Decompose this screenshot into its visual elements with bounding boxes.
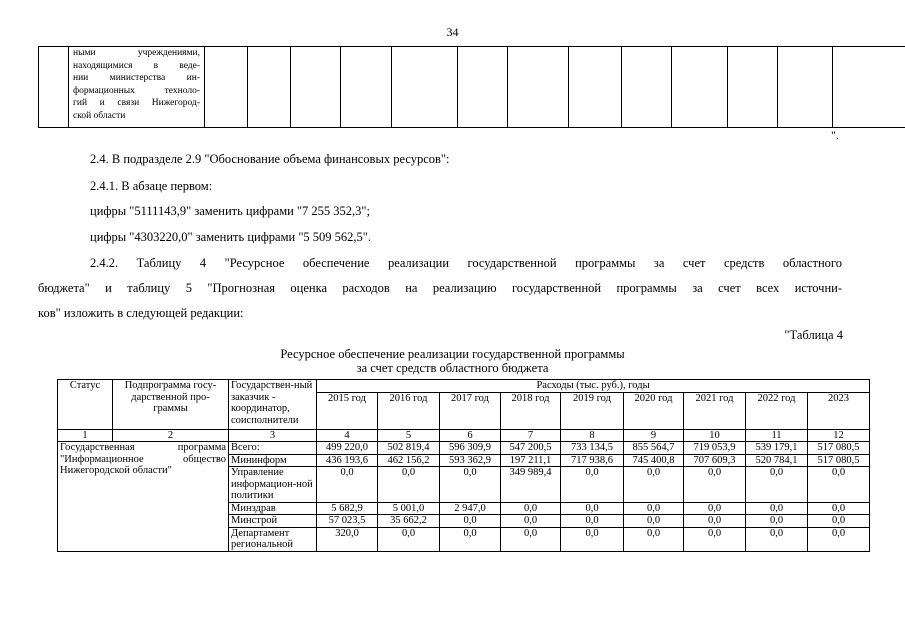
empty-cell <box>205 47 248 128</box>
paragraph: ков" изложить в следующей редакции: <box>38 306 244 320</box>
continuation-line: формационных техноло- <box>73 85 200 96</box>
closing-quote: ". <box>831 128 839 142</box>
program-name-line: Государственная программа <box>60 442 226 453</box>
year-header: 2015 год <box>317 392 378 429</box>
value-cell: 0,0 <box>317 467 378 503</box>
value-cell: 517 080,5 <box>808 442 870 455</box>
year-header: 2020 год <box>624 392 684 429</box>
value-cell: 0,0 <box>684 515 746 528</box>
year-header: 2016 год <box>378 392 440 429</box>
value-cell: 0,0 <box>746 467 808 503</box>
value-cell: 0,0 <box>378 467 440 503</box>
header-subprogram: Подпрограмма госу-дарственной про-граммы <box>113 380 229 430</box>
empty-cell <box>341 47 392 128</box>
value-cell: 0,0 <box>501 515 561 528</box>
year-header: 2017 год <box>440 392 501 429</box>
value-cell: 0,0 <box>624 467 684 503</box>
value-cell: 349 989,4 <box>501 467 561 503</box>
column-number: 4 <box>317 429 378 442</box>
column-number: 7 <box>501 429 561 442</box>
program-name-line: "Информационное общество <box>60 453 226 465</box>
year-header: 2021 год <box>684 392 746 429</box>
empty-cell <box>392 47 458 128</box>
empty-cell <box>778 47 833 128</box>
row-customer: Всего: <box>229 442 317 455</box>
value-cell: 0,0 <box>561 502 624 515</box>
value-cell: 0,0 <box>684 467 746 503</box>
empty-cell <box>248 47 291 128</box>
value-cell: 0,0 <box>378 527 440 551</box>
value-cell: 5 001,0 <box>378 502 440 515</box>
value-cell: 2 947,0 <box>440 502 501 515</box>
continuation-line: нии министерства ин- <box>73 73 200 84</box>
year-header: 2023 <box>808 392 870 429</box>
value-cell: 547 200,5 <box>501 442 561 455</box>
previous-table-fragment <box>38 46 905 128</box>
value-cell: 0,0 <box>561 515 624 528</box>
value-cell: 0,0 <box>624 502 684 515</box>
empty-cell <box>508 47 569 128</box>
paragraph: цифры "5111143,9" заменить цифрами "7 255 352,3"; <box>90 204 370 218</box>
column-number: 8 <box>561 429 624 442</box>
value-cell: 733 134,5 <box>561 442 624 455</box>
row-customer: Управление информацион-ной политики <box>229 467 317 503</box>
value-cell: 0,0 <box>561 467 624 503</box>
empty-cell <box>39 47 69 128</box>
value-cell: 0,0 <box>808 515 870 528</box>
value-cell: 499 220,0 <box>317 442 378 455</box>
empty-cell <box>291 47 341 128</box>
continuation-line: ными учреждениями, <box>73 48 200 58</box>
header-status: Статус <box>58 380 113 430</box>
value-cell: 520 784,1 <box>746 454 808 467</box>
value-cell: 35 662,2 <box>378 515 440 528</box>
paragraph: цифры "4303220,0" заменить цифрами "5 509 562,5". <box>90 230 372 244</box>
value-cell: 855 564,7 <box>624 442 684 455</box>
value-cell: 0,0 <box>440 527 501 551</box>
value-cell: 0,0 <box>808 502 870 515</box>
year-header: 2019 год <box>561 392 624 429</box>
value-cell: 197 211,1 <box>501 454 561 467</box>
resource-table <box>57 379 870 552</box>
value-cell: 0,0 <box>746 515 808 528</box>
empty-cell <box>672 47 728 128</box>
value-cell: 0,0 <box>501 527 561 551</box>
value-cell: 436 193,6 <box>317 454 378 467</box>
program-name-cell <box>58 442 229 552</box>
value-cell: 5 682,9 <box>317 502 378 515</box>
page-number: 34 <box>446 25 459 39</box>
value-cell: 707 609,3 <box>684 454 746 467</box>
organization-cell <box>69 47 205 128</box>
table-subtitle: за счет средств областного бюджета <box>356 361 549 375</box>
value-cell: 502 819,4 <box>378 442 440 455</box>
paragraph: 2.4. В подразделе 2.9 "Обоснование объема финансовых ресурсов": <box>90 152 450 166</box>
paragraph: бюджета" и таблицу 5 "Прогнозная оценка расходов на реализацию государственной программы за счет всех источни- <box>38 281 842 295</box>
column-number: 3 <box>229 429 317 442</box>
value-cell: 745 400,8 <box>624 454 684 467</box>
continuation-line: гий и связи Нижегород- <box>73 98 200 109</box>
year-header: 2022 год <box>746 392 808 429</box>
value-cell: 0,0 <box>808 527 870 551</box>
value-cell: 57 023,5 <box>317 515 378 528</box>
value-cell: 517 080,5 <box>808 454 870 467</box>
row-customer: Департамент региональной <box>229 527 317 551</box>
value-cell: 719 053,9 <box>684 442 746 455</box>
program-name-line: Нижегородской области" <box>60 465 172 476</box>
column-number: 1 <box>58 429 113 442</box>
value-cell: 0,0 <box>440 515 501 528</box>
value-cell: 0,0 <box>746 502 808 515</box>
value-cell: 0,0 <box>440 467 501 503</box>
paragraph: 2.4.1. В абзаце первом: <box>90 179 213 193</box>
empty-cell <box>458 47 508 128</box>
continuation-line: ской области <box>73 110 126 121</box>
value-cell: 462 156,2 <box>378 454 440 467</box>
value-cell: 0,0 <box>501 502 561 515</box>
column-number: 2 <box>113 429 229 442</box>
continuation-line: находящимися в веде- <box>73 60 200 71</box>
header-customer: Государствен-ный заказчик - координатор, соисполнители <box>229 380 317 430</box>
column-number: 11 <box>746 429 808 442</box>
empty-cell <box>833 47 905 128</box>
value-cell: 0,0 <box>624 515 684 528</box>
value-cell: 0,0 <box>808 467 870 503</box>
table-title: Ресурсное обеспечение реализации государственной программы <box>280 347 625 361</box>
empty-cell <box>622 47 672 128</box>
value-cell: 0,0 <box>624 527 684 551</box>
column-number: 9 <box>624 429 684 442</box>
column-number: 10 <box>684 429 746 442</box>
empty-cell <box>569 47 622 128</box>
value-cell: 717 938,6 <box>561 454 624 467</box>
value-cell: 0,0 <box>746 527 808 551</box>
year-header: 2018 год <box>501 392 561 429</box>
row-customer: Минздрав <box>229 502 317 515</box>
row-customer: Минстрой <box>229 515 317 528</box>
table-label: "Таблица 4 <box>784 328 843 342</box>
column-number: 12 <box>808 429 870 442</box>
value-cell: 0,0 <box>561 527 624 551</box>
column-number: 6 <box>440 429 501 442</box>
value-cell: 539 179,1 <box>746 442 808 455</box>
row-customer: Мининформ <box>229 454 317 467</box>
value-cell: 320,0 <box>317 527 378 551</box>
value-cell: 596 309,9 <box>440 442 501 455</box>
value-cell: 593 362,9 <box>440 454 501 467</box>
value-cell: 0,0 <box>684 527 746 551</box>
empty-cell <box>728 47 778 128</box>
value-cell: 0,0 <box>684 502 746 515</box>
header-expenses: Расходы (тыс. руб.), годы <box>317 380 870 393</box>
paragraph: 2.4.2. Таблицу 4 "Ресурсное обеспечение реализации государственной программы за счет средств областного <box>90 256 842 270</box>
column-number: 5 <box>378 429 440 442</box>
